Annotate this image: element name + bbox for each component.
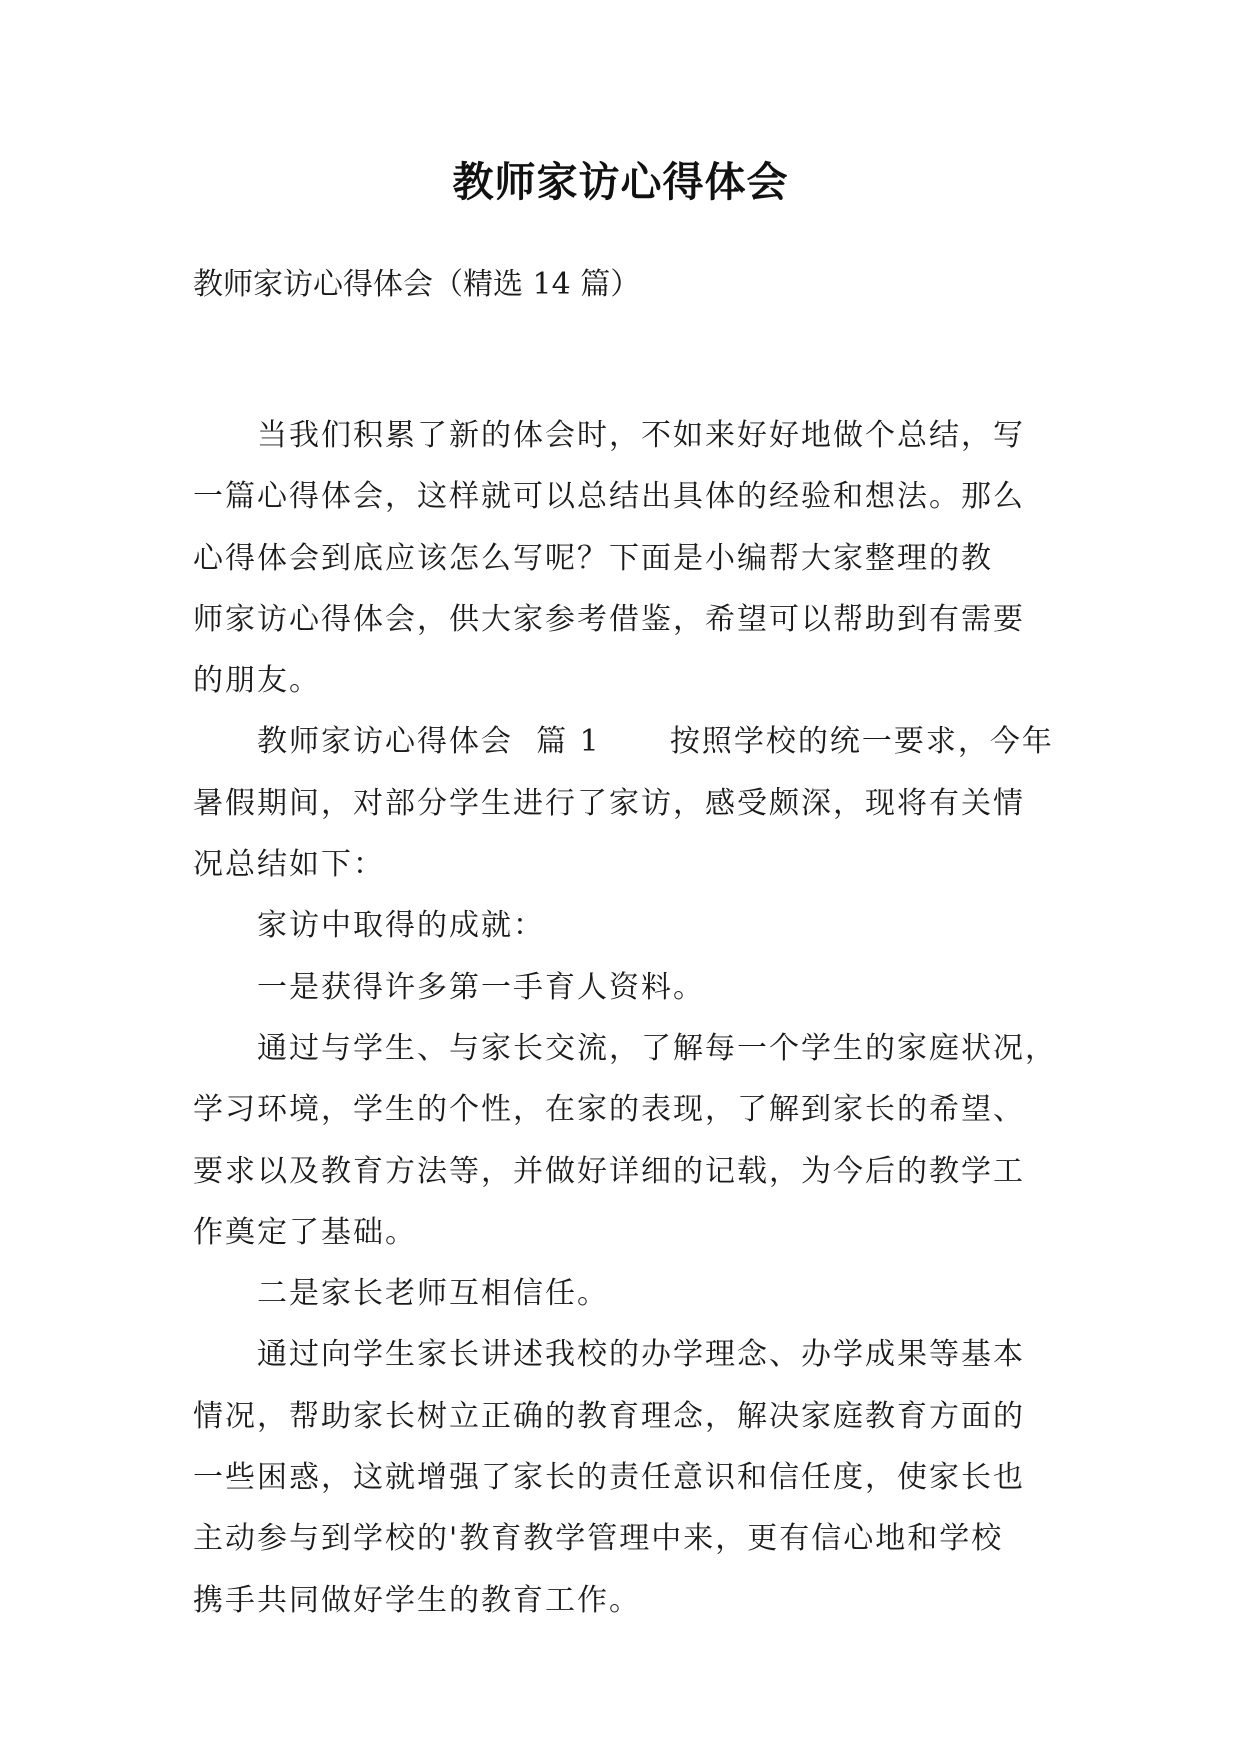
body-line: 二是家长老师互相信任。: [257, 1276, 609, 1312]
body-line: 况总结如下：: [193, 847, 385, 883]
body-line: 通过与学生、与家长交流，了解每一个学生的家庭状况，: [257, 1030, 1057, 1066]
body-line: 携手共同做好学生的教育工作。: [193, 1582, 641, 1618]
section-heading-line: 教师家访心得体会 篇 1 按照学校的统一要求，今年: [257, 724, 1054, 760]
body-line: 学习环境，学生的个性，在家的表现，了解到家长的希望、: [193, 1092, 1025, 1128]
document-title: 教师家访心得体会: [452, 158, 789, 206]
body-line: 通过向学生家长讲述我校的办学理念、办学成果等基本: [257, 1337, 1025, 1373]
body-line: 一篇心得体会，这样就可以总结出具体的经验和想法。那么: [193, 479, 1025, 515]
body-line: 情况，帮助家长树立正确的教育理念，解决家庭教育方面的: [193, 1398, 1025, 1434]
document-body: [193, 405, 1055, 1631]
body-line: 主动参与到学校的'教育教学管理中来，更有信心地和学校: [193, 1521, 1004, 1557]
document-subtitle: 教师家访心得体会（精选 14 篇）: [193, 267, 641, 302]
body-line: 一些困惑，这就增强了家长的责任意识和信任度，使家长也: [193, 1460, 1025, 1496]
body-line: 作奠定了基础。: [193, 1214, 417, 1250]
body-line: 要求以及教育方法等，并做好详细的记载，为今后的教学工: [193, 1153, 1025, 1189]
body-line: 心得体会到底应该怎么写呢？下面是小编帮大家整理的教: [193, 540, 993, 576]
body-line: 的朋友。: [193, 663, 321, 699]
body-line: 师家访心得体会，供大家参考借鉴，希望可以帮助到有需要: [193, 601, 1025, 637]
body-line: 家访中取得的成就：: [257, 908, 545, 944]
body-line: 当我们积累了新的体会时，不如来好好地做个总结，写: [257, 418, 1025, 453]
body-line: 一是获得许多第一手育人资料。: [257, 969, 705, 1005]
body-line: 暑假期间，对部分学生进行了家访，感受颇深，现将有关情: [193, 785, 1025, 821]
